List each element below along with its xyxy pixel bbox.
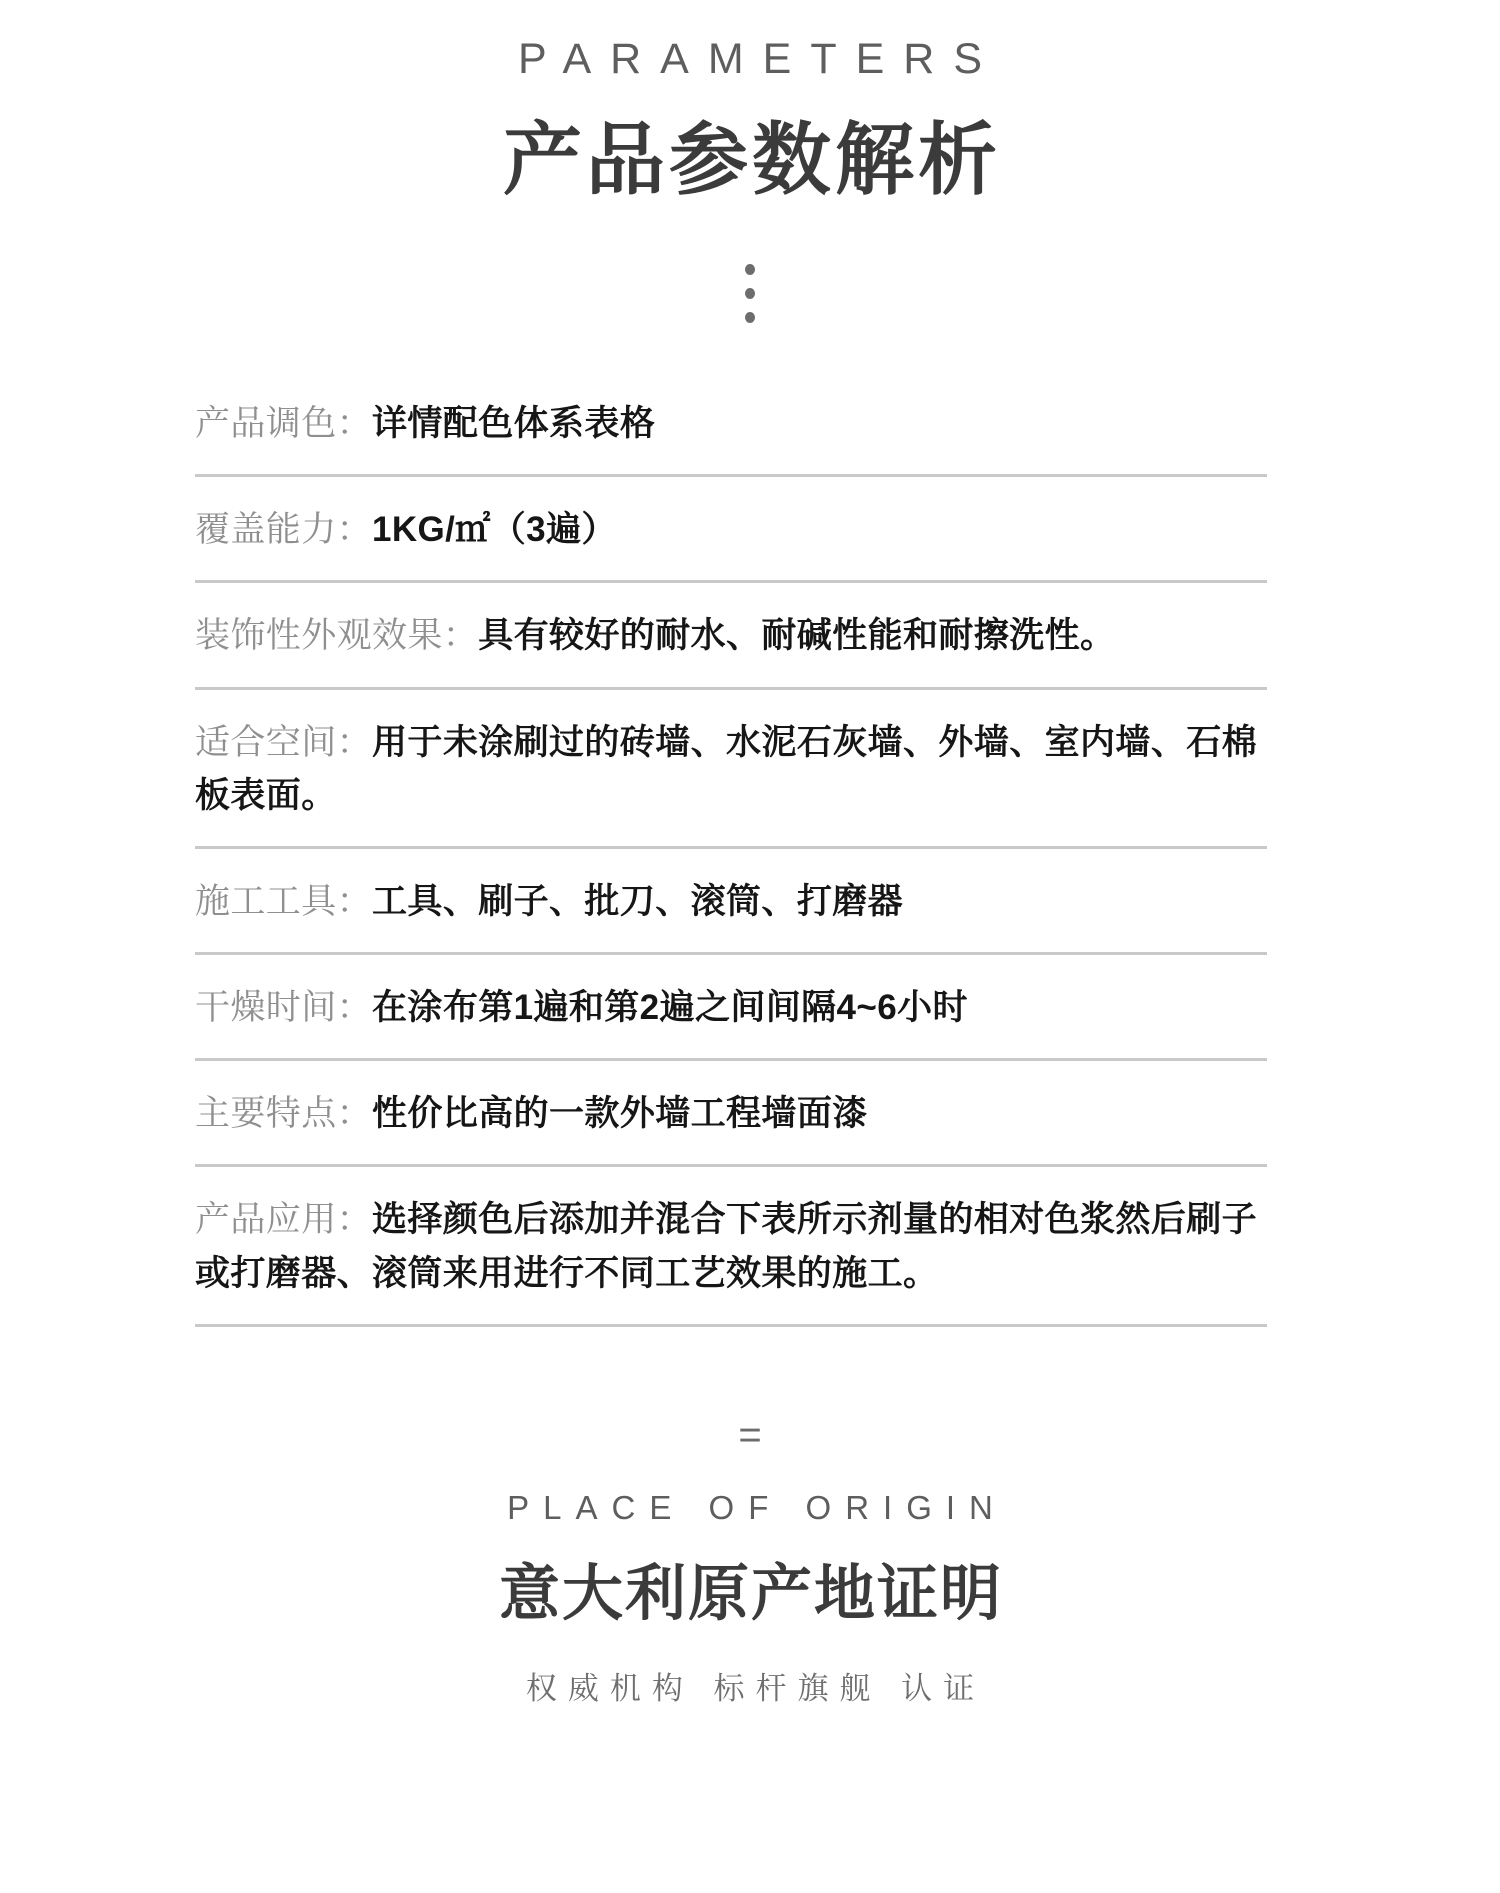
spec-label: 干燥时间： [195,988,373,1028]
spec-label: 适合空间： [195,722,373,762]
spec-value: 工具、刷子、批刀、滚筒、打磨器 [372,881,904,921]
spec-label: 覆盖能力： [195,510,373,550]
equals-mark-icon [0,1412,1500,1457]
spec-value: 选择颜色后添加并混合下表所示剂量的相对色浆然后刷子或打磨器、滚筒来用进行不同工艺效果的施工。 [195,1200,1258,1293]
vertical-dots-divider [0,264,1500,323]
spec-row [195,1061,1267,1167]
spec-row [195,583,1267,689]
spec-label: 主要特点： [195,1094,373,1134]
header-eyebrow: PARAMETERS [517,35,1002,83]
spec-row-text [195,1193,1267,1299]
spec-row-text [195,875,1267,928]
footer-subline: 权威机构 标杆旗舰 认证 [525,1670,986,1706]
equals-mark-glyph: = [738,1412,762,1457]
spec-row [195,849,1267,955]
spec-row [195,955,1267,1061]
spec-row [195,371,1267,477]
spec-row-text [195,1087,1267,1140]
dot-icon [745,264,755,275]
footer-title: 意大利原产地证明 [498,1558,1003,1627]
spec-label: 产品调色： [195,403,373,443]
place-of-origin-section [0,1412,1500,1706]
spec-value: 性价比高的一款外墙工程墙面漆 [372,1094,868,1134]
spec-row [195,1167,1267,1326]
spec-value: 1KG/㎡（3遍） [372,510,617,550]
spec-value: 在涂布第1遍和第2遍之间间隔4~6小时 [372,988,968,1028]
spec-value: 详情配色体系表格 [372,403,656,443]
footer-eyebrow: PLACE OF ORIGIN [507,1488,1007,1526]
dot-icon [745,288,755,299]
spec-row-text [195,397,1267,450]
spec-label: 产品应用： [195,1200,373,1240]
spec-value: 用于未涂刷过的砖墙、水泥石灰墙、外墙、室内墙、石棉板表面。 [195,722,1258,815]
spec-row [195,690,1267,849]
spec-value: 具有较好的耐水、耐碱性能和耐擦洗性。 [478,616,1116,656]
spec-row [195,477,1267,583]
spec-label: 施工工具： [195,881,373,921]
page-header [0,0,1500,202]
spec-row-text [195,981,1267,1034]
spec-row-text [195,716,1267,822]
spec-label: 装饰性外观效果： [195,616,479,656]
spec-row-text [195,609,1267,662]
spec-list [195,371,1305,1327]
dot-icon [745,312,755,323]
page-title: 产品参数解析 [503,115,1001,204]
spec-row-text [195,503,1267,556]
